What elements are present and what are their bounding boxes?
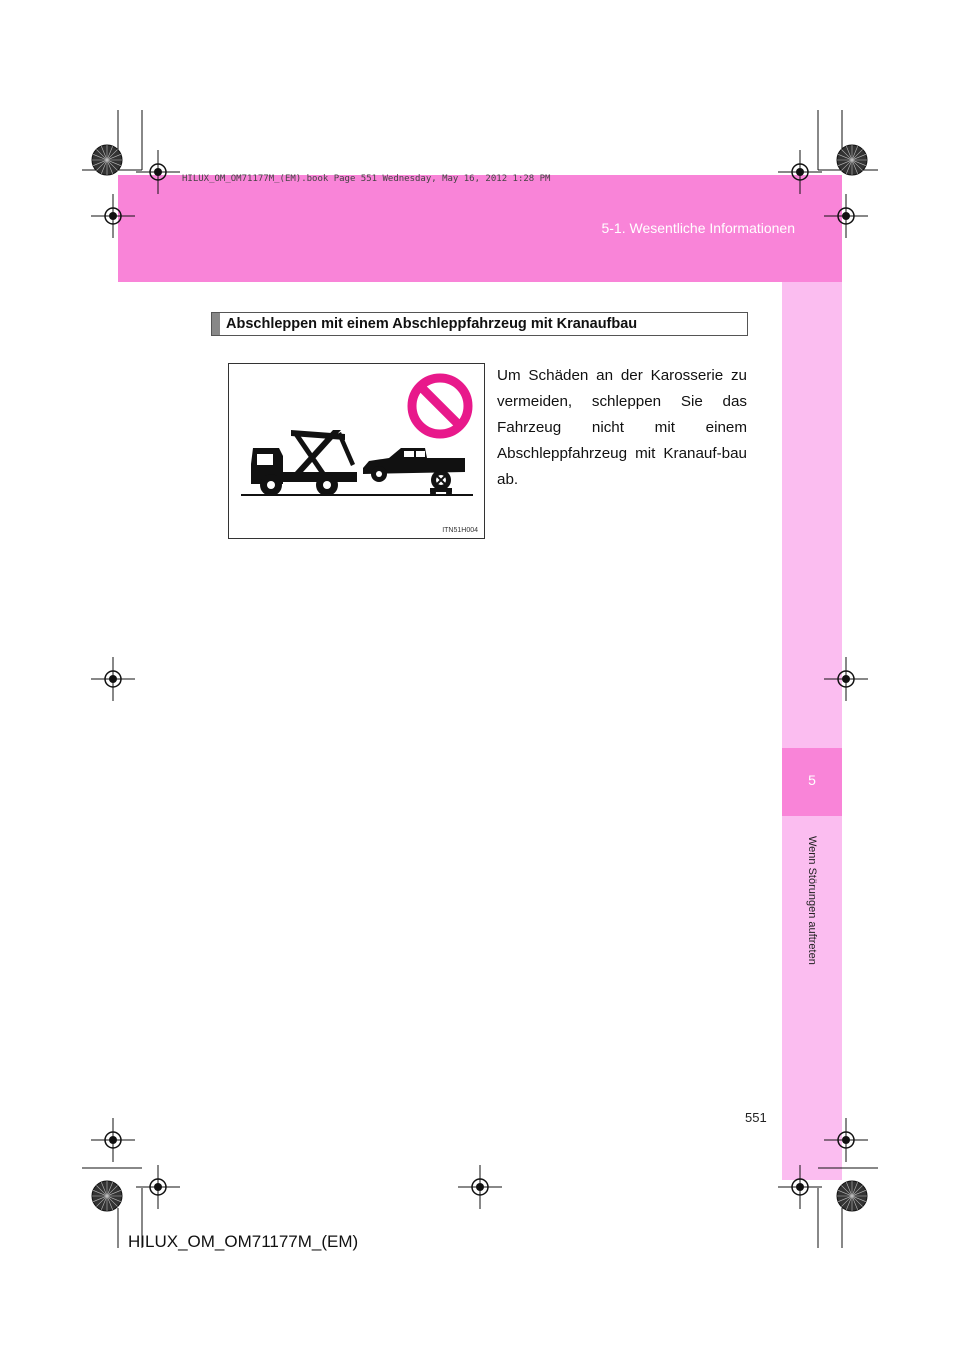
body-paragraph: Um Schäden an der Karosserie zu vermeiden, schleppen Sie das Fahrzeug nicht mit einem Abschleppfahrzeug mit Kranauf-bau ab. — [497, 367, 747, 488]
illustration-frame — [228, 363, 485, 539]
page-number: 551 — [745, 1110, 767, 1125]
section-heading-text: Abschleppen mit einem Abschleppfahrzeug mit Kranaufbau — [226, 316, 638, 332]
tow-illustration — [229, 364, 484, 538]
color-wheel-icon — [92, 145, 867, 1211]
tow-truck-icon — [251, 430, 357, 496]
section-title: 5-1. Wesentliche Informationen — [601, 220, 795, 236]
heading-marker — [212, 313, 220, 335]
footer-code: HILUX_OM_OM71177M_(EM) — [128, 1232, 359, 1251]
chapter-title-vertical — [802, 836, 822, 996]
section-heading — [211, 312, 748, 336]
chapter-title-text: Wenn Störungen auftreten — [806, 836, 818, 965]
pickup-truck-icon — [363, 448, 465, 496]
chapter-side-tab — [782, 282, 842, 1180]
chapter-number: 5 — [808, 772, 816, 788]
registration-mark-icon — [91, 150, 868, 1209]
book-tag: HILUX_OM_OM71177M_(EM).book Page 551 Wednesday, May 16, 2012 1:28 PM — [182, 174, 551, 184]
figure-code: ITN51H004 — [442, 527, 478, 534]
prohibition-icon — [412, 378, 468, 434]
